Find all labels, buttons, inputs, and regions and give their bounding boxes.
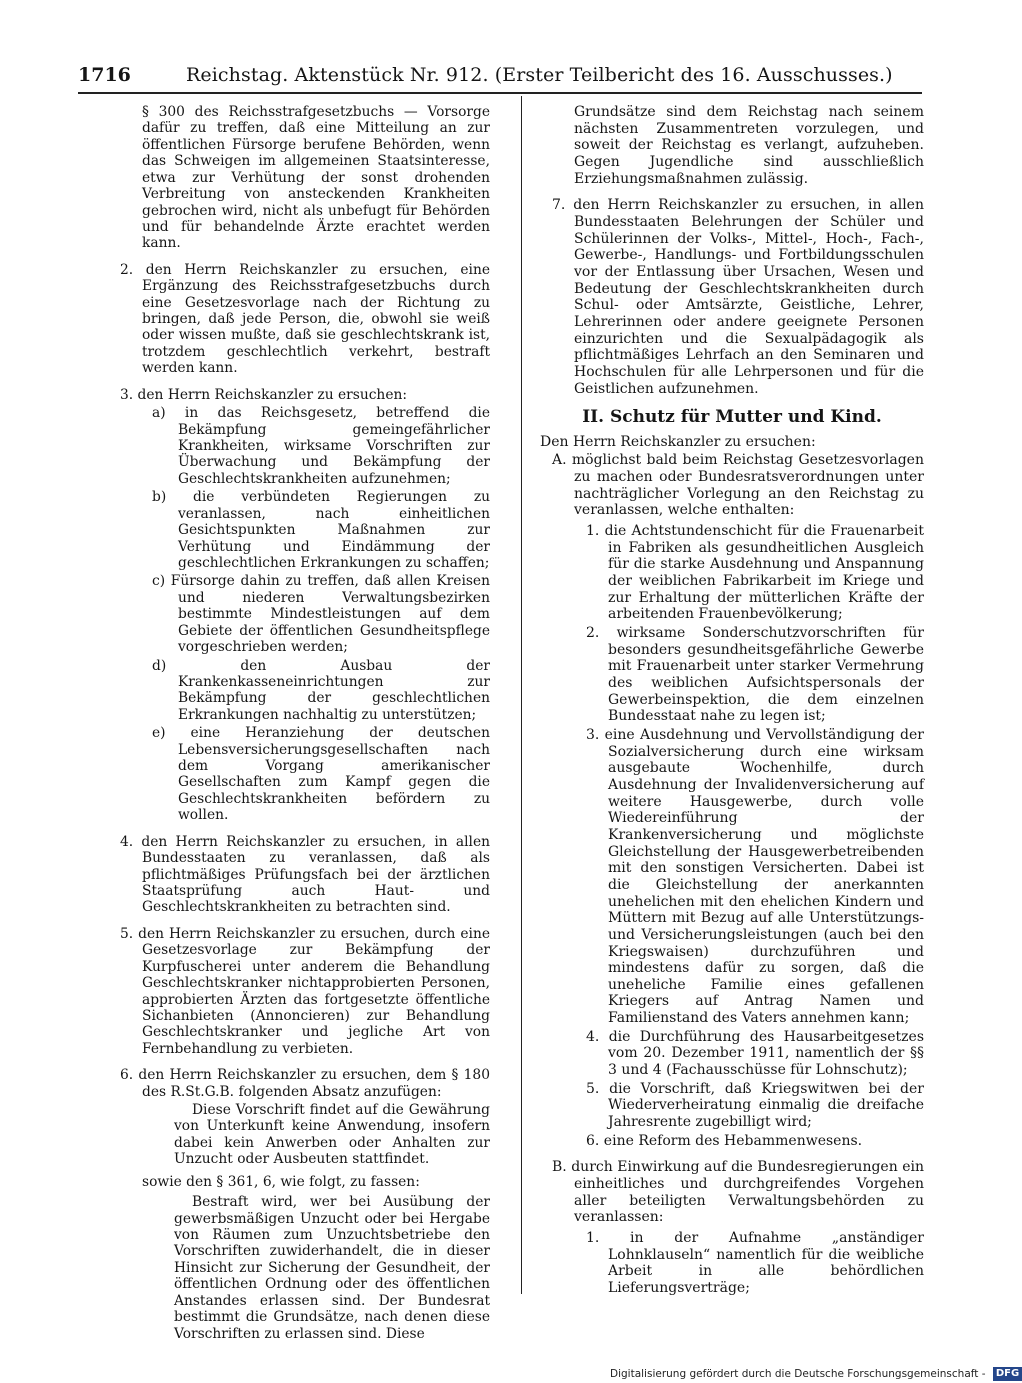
list-item-3e: e) eine Heranziehung der deutschen Lebensversicherungsgesellschaften nach dem Vorgang amerikanischer Gesellschaften zum Kampf gegen die Geschlechtskrankheiten befördern zu wollen. <box>152 725 490 824</box>
section-heading: II. Schutz für Mutter und Kind. <box>582 407 882 428</box>
list-item-A6: 6. eine Reform des Hebammenwesens. <box>586 1132 863 1149</box>
page-header <box>78 62 922 94</box>
list-item-A: A. möglichst bald beim Reichstag Gesetzesvorlagen zu machen oder Bundesratsverordnungen unter nachträglicher Vorlegung an den Reichstag zu veranlassen, welche enthalten: <box>552 452 924 519</box>
right-column <box>540 104 924 1299</box>
column-divider <box>521 96 522 1294</box>
section-intro: Den Herrn Reichskanzler zu ersuchen: <box>540 433 816 450</box>
credit-text: Digitalisierung gefördert durch die Deutsche Forschungsgemeinschaft - <box>610 1368 986 1380</box>
list-item-A3: 3. eine Ausdehnung und Vervollständigung der Sozialversicherung durch eine wirksam ausgebaute Wochenhilfe, durch Ausdehnung der Invalidenversicherung auf weitere Hausgewerbe, durch volle Wiedereinführung der Krankenversicherung und möglichste Gleichstellung der Hausgewerbetreibenden mit den sonstigen Versicherten. Dabei ist die Gleichstellung der anerkannten unehelichen mit den ehelichen Kindern und Müttern mit Bezug auf alle Unterstützungs- und Versicherungsleistungen (auch bei den Kriegswaisen) durchzuführen und mindestens dafür zu sorgen, daß die uneheliche Familie eines gefallenen Kriegers auf Antrag Namen und Familienstand des Vaters annehmen kann; <box>586 726 924 1027</box>
paragraph-continuation: Grundsätze sind dem Reichstag nach seinem nächsten Zusammentreten vorzulegen, und soweit der Reichstag es verlangt, aufzuheben. Gegen Jugendliche sind ausschließlich Erziehungsmaßnahmen zulässig. <box>574 104 924 187</box>
list-item-2: 2. den Herrn Reichskanzler zu ersuchen, eine Ergänzung des Reichsstrafgesetzbuchs durch eine Gesetzesvorlage nach der Richtung zu bringen, daß jede Person, die, obwohl sie weiß oder wissen mußte, daß sie geschlechtskrank ist, trotzdem geschlechtlich verkehrt, bestraft werden kann. <box>120 261 490 377</box>
list-item-3c: c) Fürsorge dahin zu treffen, daß allen Kreisen und niederen Verwaltungsbezirken bestimmte Mindestleistungen auf dem Gebiete der öffentlichen Gesundheitspflege vorgeschrieben werden; <box>152 573 490 656</box>
quoted-paragraph-180: Diese Vorschrift findet auf die Gewährung von Unterkunft keine Anwendung, insofern dabei kein Anwerben oder Anhalten zur Unzucht oder Ausbeuten stattfindet. <box>174 1102 490 1168</box>
list-item-A4: 4. die Durchführung des Hausarbeitgesetzes vom 20. Dezember 1911, namentlich der §§ 3 und 4 (Fachausschüsse für Lohnschutz); <box>586 1028 924 1079</box>
list-item-A2: 2. wirksame Sonderschutzvorschriften für besonders gesundheitsgefährliche Gewerbe mit Frauenarbeit unter starker Vermehrung des weiblichen Aufsichtspersonals der Gewerbeinspektion, die dem einzelnen Bundesstaat nahe zu legen ist; <box>586 625 924 725</box>
paragraph-continuation: § 300 des Reichsstrafgesetzbuchs — Vorsorge dafür zu treffen, daß eine Mitteilung an zur öffentlichen Fürsorge berufene Behörden, wenn das Schweigen im allgemeinen Staatsinteresse, etwa zur Verhütung der sonst drohenden Verbreitung von ansteckenden Krankheiten gebrochen wird, nicht als unbefugt für Behörden und für behandelnde Ärzte erachtet werden kann. <box>142 104 490 252</box>
list-item-A5: 5. die Vorschrift, daß Kriegswitwen bei der Wiederverheiratung einmalig die dreifache Jahresrente zugebilligt wird; <box>586 1080 924 1131</box>
page-number: 1716 <box>78 64 131 86</box>
list-item-B1: 1. in der Aufnahme „anständiger Lohnklauseln“ namentlich für die weibliche Arbeit in alle behördlichen Lieferungsverträge; <box>586 1230 924 1296</box>
quoted-paragraph-361: Bestraft wird, wer bei Ausübung der gewerbsmäßigen Unzucht oder bei Hergabe von Räumen zum Unzuchtsbetriebe den Vorschriften zuwiderhandelt, die in dieser Hinsicht zur Sicherung der Gesundheit, der öffentlichen Ordnung oder des öffentlichen Anstandes erlassen sind. Der Bundesrat bestimmt die Grundsätze, nach denen diese Vorschriften zu erlassen sind. Diese <box>174 1194 490 1342</box>
list-item-5: 5. den Herrn Reichskanzler zu ersuchen, durch eine Gesetzesvorlage zur Bekämpfung der Kurpfuscherei unter anderem die Behandlung Geschlechtskranker nichtapprobierten Personen, approbierten Ärzten das fortgesetzte öffentliche Sichanbieten (Annoncieren) zur Behandlung Geschlechtskranker und jegliche Art von Fernbehandlung zu verbieten. <box>120 925 490 1057</box>
list-item-3b: b) die verbündeten Regierungen zu veranlassen, nach einheitlichen Gesichtspunkten Maßnahmen zur Verhütung und Eindämmung der geschlechtlichen Erkrankungen zu schaffen; <box>152 489 490 571</box>
quote-intro: sowie den § 361, 6, wie folgt, zu fassen: <box>142 1173 420 1190</box>
running-title: Reichstag. Aktenstück Nr. 912. (Erster Teilbericht des 16. Ausschusses.) <box>186 64 893 86</box>
list-item-A1: 1. die Achtstundenschicht für die Frauenarbeit in Fabriken als gesundheitlichen Ausgleich für die starke Ausdehnung und Anspannung der weiblichen Fabrikarbeit im Kriege und zur Erhaltung der mütterlichen Kräfte der arbeitenden Frauenbevölkerung; <box>586 523 924 623</box>
list-item-7: 7. den Herrn Reichskanzler zu ersuchen, in allen Bundesstaaten Belehrungen der Schüler und Schülerinnen der Volks-, Mittel-, Hoch-, Fach-, Gewerbe-, Handlungs- und Fortbildungsschulen vor der Entlassung über Ursachen, Wesen und Bedeutung der Geschlechtskrankheiten durch Schul- oder Amtsärzte, Geistliche, Lehrer, Lehrerinnen oder andere geeignete Personen einzurichten und die Sexualpädagogik als pflichtmäßiges Lehrfach an den Seminaren und Hochschulen für alle Lehrpersonen und für die Geistlichen aufzunehmen. <box>552 197 924 397</box>
list-item-B: B. durch Einwirkung auf die Bundesregierungen ein einheitliches und durchgreifendes Vorgehen aller beteiligten Verwaltungsbehörden zu veranlassen: <box>552 1159 924 1226</box>
dfg-logo: DFG <box>993 1367 1022 1381</box>
left-column <box>108 104 490 1348</box>
list-item-6: 6. den Herrn Reichskanzler zu ersuchen, dem § 180 des R.St.G.B. folgenden Absatz anzufügen: <box>120 1067 490 1100</box>
list-item-3a: a) in das Reichsgesetz, betreffend die Bekämpfung gemeingefährlicher Krankheiten, wirksame Vorschriften zur Überwachung und Bekämpfung der Geschlechtskrankheiten aufzunehmen; <box>152 405 490 487</box>
list-item-4: 4. den Herrn Reichskanzler zu ersuchen, in allen Bundesstaaten zu veranlassen, daß als pflichtmäßiges Prüfungsfach bei der ärztlichen Staatsprüfung auch Haut- und Geschlechtskrankheiten zu betrachten sind. <box>120 833 490 916</box>
digitization-credit <box>610 1366 1020 1382</box>
list-item-3d: d) den Ausbau der Krankenkasseneinrichtungen zur Bekämpfung der geschlechtlichen Erkrankungen nachhaltig zu unterstützen; <box>152 657 490 723</box>
list-item-3: 3. den Herrn Reichskanzler zu ersuchen: <box>120 386 408 403</box>
